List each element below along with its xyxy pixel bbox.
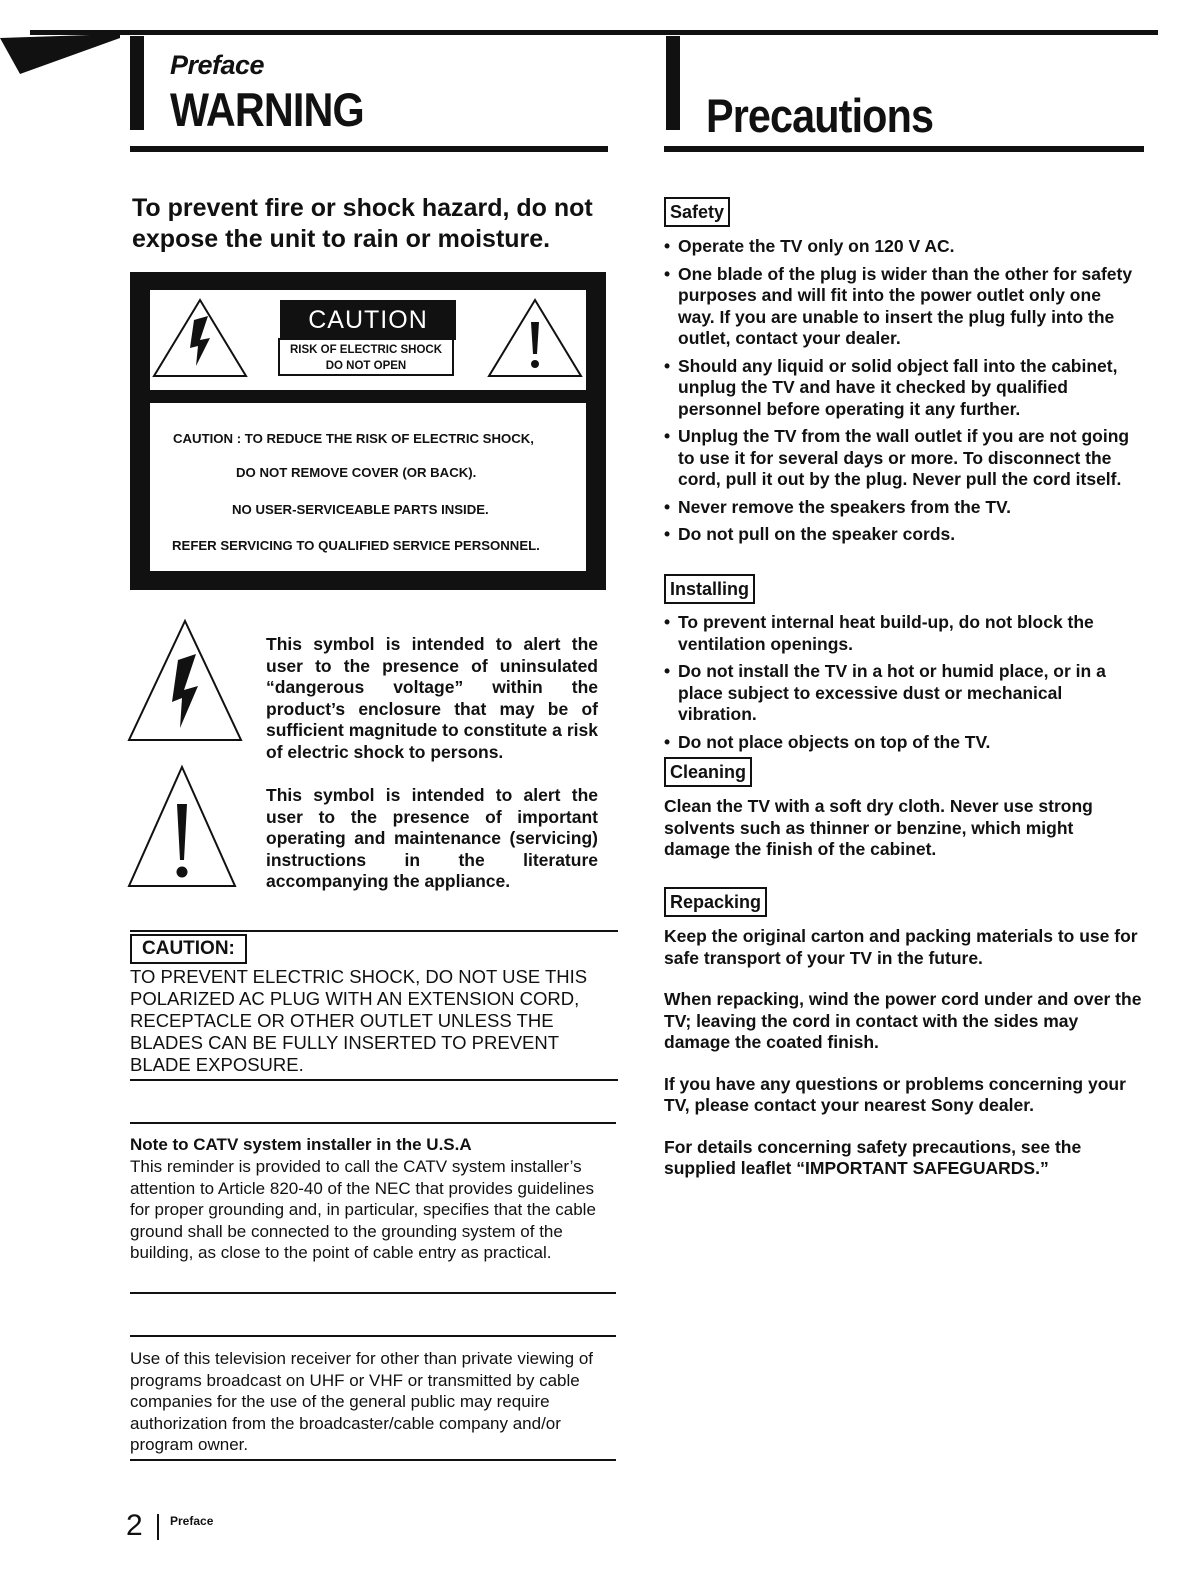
caution-line-2: DO NOT REMOVE COVER (OR BACK).: [236, 465, 477, 480]
fire-hazard-warning: To prevent fire or shock hazard, do not expose the unit to rain or moisture.: [132, 194, 593, 253]
top-rule: [30, 30, 1158, 35]
cleaning-heading: Cleaning: [664, 757, 752, 787]
precautions-title: Precautions: [706, 89, 934, 142]
catv-top-rule: [130, 1122, 616, 1124]
installing-heading: Installing: [664, 574, 755, 604]
caution-text-area: [150, 403, 586, 571]
caution-bottom-rule: [130, 1079, 618, 1081]
cleaning-body: Clean the TV with a soft dry cloth. Never use strong solvents such as thinner or benzine, which might damage the finish of the cabinet.: [664, 796, 1093, 859]
caution-line-4: REFER SERVICING TO QUALIFIED SERVICE PERSONNEL.: [172, 538, 540, 553]
caution-label: CAUTION: [278, 298, 458, 342]
catv-bottom-rule: [130, 1292, 616, 1294]
safeguards-paragraph: For details concerning safety precautions, see the supplied leaflet “IMPORTANT SAFEGUARDS.”: [664, 1136, 1082, 1178]
safety-heading: Safety: [664, 197, 730, 227]
exclamation-symbol-description: This symbol is intended to alert the user to the presence of important operating and maintenance (servicing) instructions in the literature accompanying the appliance.: [266, 785, 598, 891]
safety-list: [664, 236, 1142, 552]
notice-top-rule: [130, 1335, 616, 1337]
repacking-heading: Repacking: [664, 887, 767, 917]
heading-bar: [130, 36, 144, 130]
repacking-paragraph: When repacking, wind the power cord under and over the TV; leaving the cord in contact with the sides may damage the coated finish.: [664, 989, 1142, 1052]
catv-heading: Note to CATV system installer in the U.S.A: [130, 1135, 472, 1154]
heading-rule: [130, 146, 608, 152]
repacking-section: [664, 926, 1142, 1200]
notice-bottom-rule: [130, 1459, 616, 1461]
caution-body: TO PREVENT ELECTRIC SHOCK, DO NOT USE THIS POLARIZED AC PLUG WITH AN EXTENSION CORD, RECEPTACLE OR OTHER OUTLET UNLESS THE BLADES CAN BE FULLY INSERTED TO PREVENT BLADE EXPOSURE.: [130, 966, 588, 1075]
caution-line-3: NO USER-SERVICEABLE PARTS INSIDE.: [232, 502, 489, 517]
list-item: • Should any liquid or solid object fall into the cabinet, unplug the TV and have it checked by qualified personnel before operating it any further.: [664, 356, 1142, 421]
caution-heading: CAUTION:: [130, 934, 247, 964]
list-item: • One blade of the plug is wider than the other for safety purposes and will fit into the power outlet only one way. If you are unable to insert the plug fully into the outlet, contact your dealer.: [664, 264, 1142, 350]
catv-body: This reminder is provided to call the CATV system installer’s attention to Article 820-40 of the NEC that provides guidelines for proper grounding and, in particular, specifies that the cable ground shall be connected to the grounding system of the building, as close to the point of cable entry as practical.: [130, 1157, 596, 1262]
section-label: Preface: [170, 50, 265, 80]
corner-arrow-icon: [0, 30, 120, 74]
installing-list: [664, 612, 1142, 759]
caution-sublabel-line-2: DO NOT OPEN: [325, 360, 407, 372]
page-title: WARNING: [170, 83, 364, 136]
lightning-symbol-description: This symbol is intended to alert the user to the presence of uninsulated “dangerous voltage” within the product’s enclosure that may be of sufficient magnitude to constitute a risk of electric shock to persons.: [266, 634, 598, 762]
heading-bar-right: [666, 36, 680, 130]
precautions-rule: [664, 146, 1144, 152]
use-notice: Use of this television receiver for other than private viewing of programs broadcast on UHF or VHF or transmitted by cable companies for the use of the general public may require authorization from the broadcaster/cable company and/or program owner.: [130, 1349, 594, 1454]
list-item: • Operate the TV only on 120 V AC.: [664, 236, 1142, 258]
page-number: 2: [126, 1509, 143, 1542]
caution-sublabel: [278, 338, 454, 376]
lightning-warning-icon: [150, 296, 250, 380]
caution-top-rule: [130, 930, 618, 932]
support-paragraph: If you have any questions or problems concerning your TV, please contact your nearest Sony dealer.: [664, 1073, 1126, 1115]
list-item: • To prevent internal heat build-up, do not block the ventilation openings.: [664, 612, 1142, 655]
caution-line-1: CAUTION : TO REDUCE THE RISK OF ELECTRIC SHOCK,: [173, 431, 534, 446]
repacking-heading-box: [664, 887, 767, 917]
cleaning-heading-box: [664, 757, 752, 787]
list-item: • Do not pull on the speaker cords.: [664, 524, 1142, 546]
list-item: • Unplug the TV from the wall outlet if you are not going to use it for several days or more. To disconnect the cord, pull it out by the plug. Never pull the cord itself.: [664, 426, 1142, 491]
list-item: • Do not place objects on top of the TV.: [664, 732, 1142, 754]
lightning-symbol-icon: [126, 618, 244, 744]
safety-heading-box: [664, 197, 730, 227]
footer-label: Preface: [170, 1514, 214, 1528]
list-item: • Do not install the TV in a hot or humid place, or in a place subject to excessive dust or mechanical vibration.: [664, 661, 1142, 726]
list-item: • Never remove the speakers from the TV.: [664, 497, 1142, 519]
caution-sublabel-line-1: RISK OF ELECTRIC SHOCK: [289, 344, 443, 356]
exclamation-warning-icon: [485, 296, 585, 380]
footer-divider: [157, 1514, 159, 1540]
exclamation-symbol-icon: [126, 764, 238, 890]
installing-heading-box: [664, 574, 755, 604]
caution-heading-box: [130, 934, 247, 964]
repacking-paragraph: Keep the original carton and packing materials to use for safe transport of your TV in the future.: [664, 926, 1138, 968]
